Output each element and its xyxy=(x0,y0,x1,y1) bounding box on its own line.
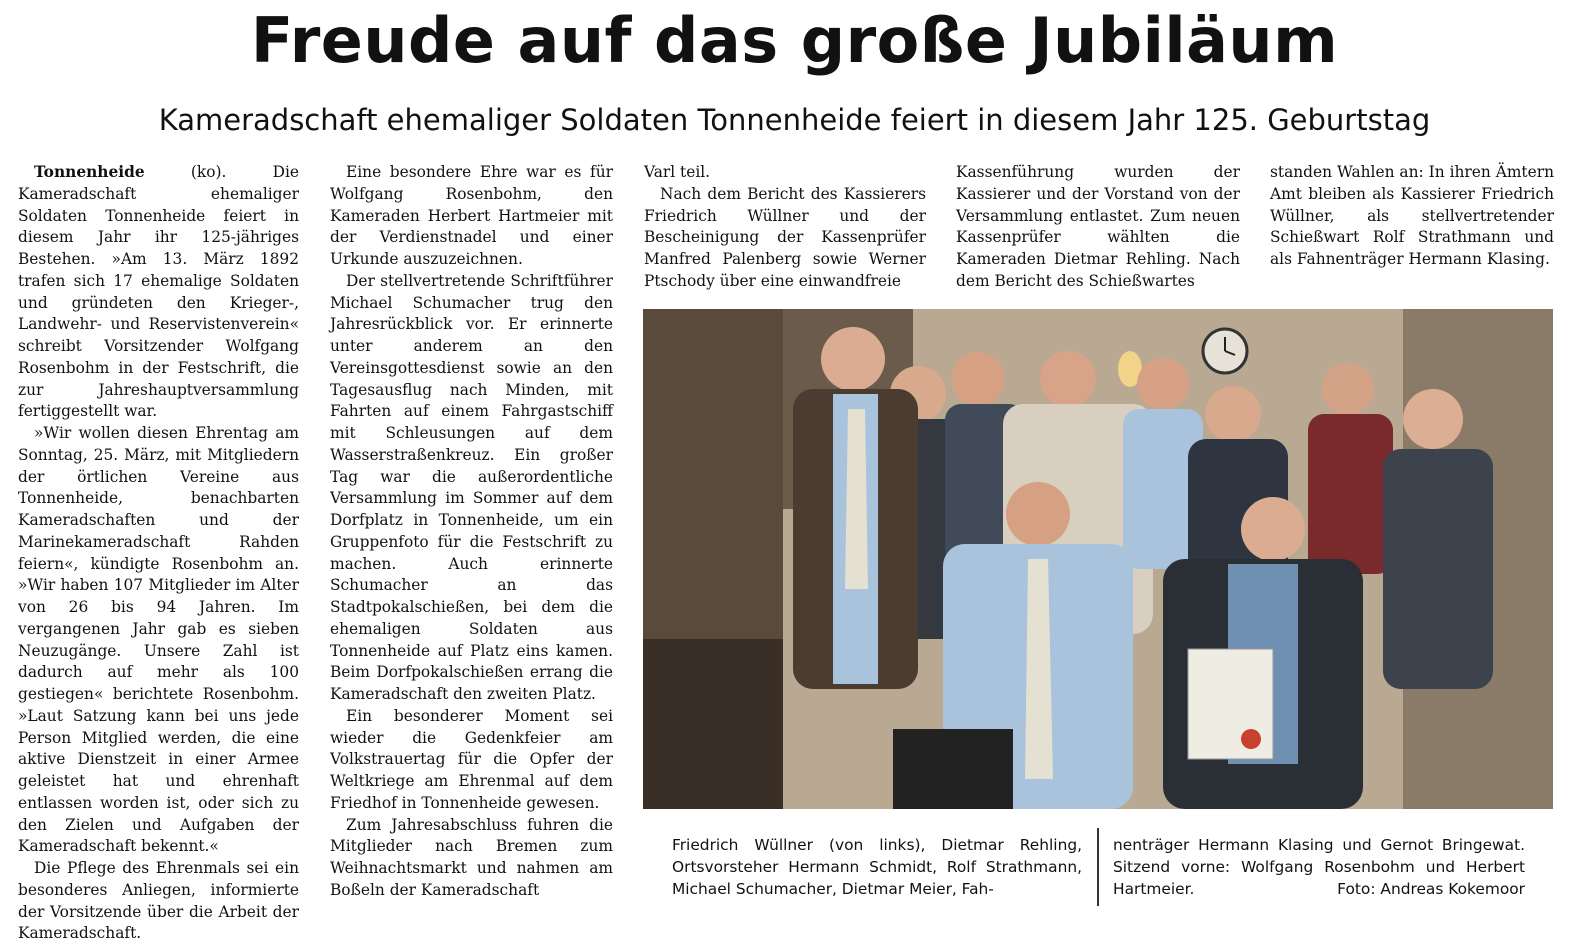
paragraph: Zum Jahresabschluss fuhren die Mitglieder nach Bremen zum Weihnachtsmarkt und nahmen am Boßeln der Kameradschaft xyxy=(330,815,613,899)
paragraph: Kassenführung wurden der Kassierer und der Vorstand von der Versammlung entlastet. Zum neuen Kassenprüfer wählten die Kameraden Dietmar Rehling. Nach dem Bericht des Schießwartes xyxy=(956,163,1240,290)
photo-caption-right xyxy=(1113,835,1525,900)
paragraph: Die Pflege des Ehrenmals sei ein besonderes Anliegen, informierte der Vorsitzende über die Arbeit der Kameradschaft. xyxy=(18,859,299,943)
paragraph: Varl teil. xyxy=(644,163,711,181)
article-column-3 xyxy=(644,162,926,292)
group-photo-illustration xyxy=(643,309,1553,809)
headline: Freude auf das große Jubiläum xyxy=(250,4,1339,77)
photo-caption-left: Friedrich Wüllner (von links), Dietmar Rehling, Ortsvorsteher Hermann Schmidt, Rolf Strathmann, Michael Schumacher, Dietmar Meier, Fah- xyxy=(672,836,1082,898)
group-photo xyxy=(643,309,1553,809)
article-column-2 xyxy=(330,162,613,902)
paragraph: Tonnenheide (ko). Die Kameradschaft ehemaliger Soldaten Tonnenheide feiert in diesem Jahr ihr 125-jähriges Bestehen. »Am 13. März 1892 trafen sich 17 ehemalige Soldaten und gründeten den Krieger-, Landwehr- und Reservistenverein« schreibt Vorsitzender Wolfgang Rosenbohm in der Festschrift, die zur Jahreshauptversammlung fertiggestellt war. xyxy=(18,163,299,421)
article-column-5 xyxy=(1270,162,1554,292)
paragraph: Eine besondere Ehre war es für Wolfgang Rosenbohm, den Kameraden Herbert Hartmeier mit der Verdienstnadel und einer Urkunde auszuzeichnen. xyxy=(330,163,613,268)
paragraph: »Wir wollen diesen Ehrentag am Sonntag, 25. März, mit Mitgliedern der örtlichen Vereine aus Tonnenheide, benachbarten Kameradschaften und der Marinekameradschaft Rahden feiern«, kündigte Rosenbohm an. »Wir haben 107 Mitglieder im Alter von 26 bis 94 Jahren. Im vergangenen Jahr gab es sieben Neuzugänge. Unsere Zahl ist dadurch auf mehr als 100 gestiegen« berichtete Rosenbohm. »Laut Satzung kann bei uns jede Person Mitglied werden, die eine aktive Dienstzeit in einer Armee geleistet hat und ehrenhaft entlassen worden ist, oder sich zu den Zielen und Aufgaben der Kameradschaft bekennt.« xyxy=(18,424,299,856)
paragraph: Der stellvertretende Schriftführer Michael Schumacher trug den Jahresrückblick vor. Er erinnerte unter anderem an den Vereinsgottesdienst sowie an den Tagesausflug nach Minden, mit Fahrten auf einem Fahrgastschiff mit Schleusungen auf dem Wasserstraßenkreuz. Ein großer Tag war die außerordentliche Versammlung im Sommer auf dem Dorfplatz in Tonnenheide, um ein Gruppenfoto für die Festschrift zu machen. Auch erinnerte Schumacher an das Stadtpokalschießen, bei dem die ehemaligen Soldaten aus Tonnenheide auf Platz eins kamen. Beim Dorfpokalschießen errang die Kameradschaft den zweiten Platz. xyxy=(330,271,613,703)
subheadline: Kameradschaft ehemaliger Soldaten Tonnenheide feiert in diesem Jahr 125. Geburtstag xyxy=(158,103,1431,137)
paragraph: Nach dem Bericht des Kassierers Friedrich Wüllner und der Bescheinigung der Kassenprüfer Manfred Palenberg sowie Werner Ptschody über eine einwandfreie xyxy=(644,184,926,290)
caption-divider xyxy=(1097,828,1099,906)
photo-credit: Foto: Andreas Kokemoor xyxy=(1337,879,1525,898)
paragraph: Ein besonderer Moment sei wieder die Gedenkfeier am Volkstrauertag für die Opfer der Weltkriege am Ehrenmal auf dem Friedhof in Tonnenheide gewesen. xyxy=(330,706,613,812)
caption-text: nenträger Hermann Klasing und Gernot Bringewat. Sitzend vorne: Wolfgang Rosenbohm und Herbert Hartmeier. xyxy=(1113,836,1525,898)
article-column-1 xyxy=(18,162,299,943)
article-column-4 xyxy=(956,162,1240,292)
dateline: Tonnenheide xyxy=(34,163,145,181)
paragraph: standen Wahlen an: In ihren Ämtern Amt bleiben als Kassierer Friedrich Wüllner, als stellvertretender Schießwart Rolf Strathmann und als Fahnenträger Hermann Klasing. xyxy=(1270,163,1554,268)
